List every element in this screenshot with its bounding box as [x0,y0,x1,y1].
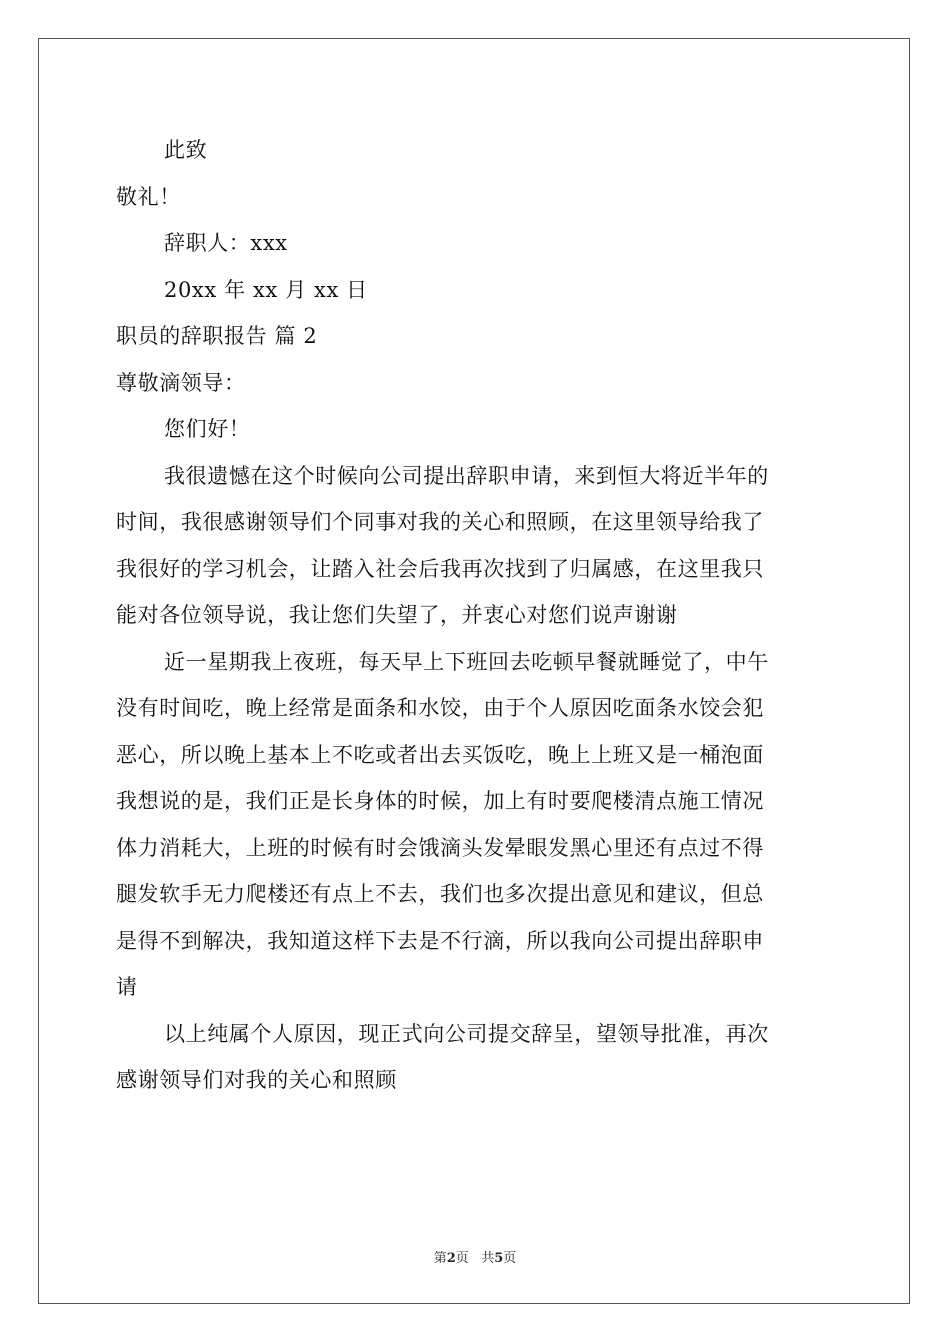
greeting: 您们好！ [164,417,251,441]
total-pages-number: 5 [494,1251,504,1266]
page-unit: 页 [455,1251,469,1266]
paragraph-line: 感谢领导们对我的关心和照顾 [116,1068,397,1092]
paragraph-line: 是得不到解决，我知道这样下去是不行滴，所以我向公司提出辞职申 [116,928,764,953]
paragraph-line: 以上纯属个人原因，现正式向公司提交辞呈，望领导批准，再次 [164,1021,769,1046]
section-title: 职员的辞职报告 篇 2 [116,324,318,348]
signature-line: 辞职人：xxx [164,231,288,255]
greeting-recipient: 尊敬滴领导： [116,370,246,395]
document-body [116,127,836,1104]
paragraph-line: 我很好的学习机会，让踏入社会后我再次找到了归属感，在这里我只 [116,556,764,581]
total-prefix: 共 [481,1251,495,1266]
closing-salutation: 此致 [164,138,208,162]
paragraph-line: 我很遗憾在这个时候向公司提出辞职申请，来到恒大将近半年的 [164,463,769,488]
current-page-number: 2 [446,1251,456,1266]
paragraph-line: 我想说的是，我们正是长身体的时候，加上有时要爬楼清点施工情况 [116,789,764,813]
date-line: 20xx 年 xx 月 xx 日 [164,277,368,302]
paragraph-line: 近一星期我上夜班，每天早上下班回去吃顿早餐就睡觉了，中午 [164,649,769,674]
paragraph-line: 体力消耗大，上班的时候有时会饿滴头发晕眼发黑心里还有点过不得 [116,835,764,860]
page-prefix: 第 [433,1251,447,1266]
page-footer [0,1247,950,1266]
paragraph-line: 没有时间吃，晚上经常是面条和水饺，由于个人原因吃面条水饺会犯 [116,696,764,720]
paragraph-line: 恶心，所以晚上基本上不吃或者出去买饭吃，晚上上班又是一桶泡面 [116,742,764,767]
total-unit: 页 [503,1251,517,1266]
paragraph-line: 时间，我很感谢领导们个同事对我的关心和照顾，在这里领导给我了 [116,510,764,534]
paragraph-line: 腿发软手无力爬楼还有点上不去，我们也多次提出意见和建议，但总 [116,882,764,906]
paragraph-line: 请 [116,975,138,999]
closing-respect: 敬礼！ [116,184,181,209]
paragraph-line: 能对各位领导说，我让您们失望了，并衷心对您们说声谢谢 [116,603,678,627]
